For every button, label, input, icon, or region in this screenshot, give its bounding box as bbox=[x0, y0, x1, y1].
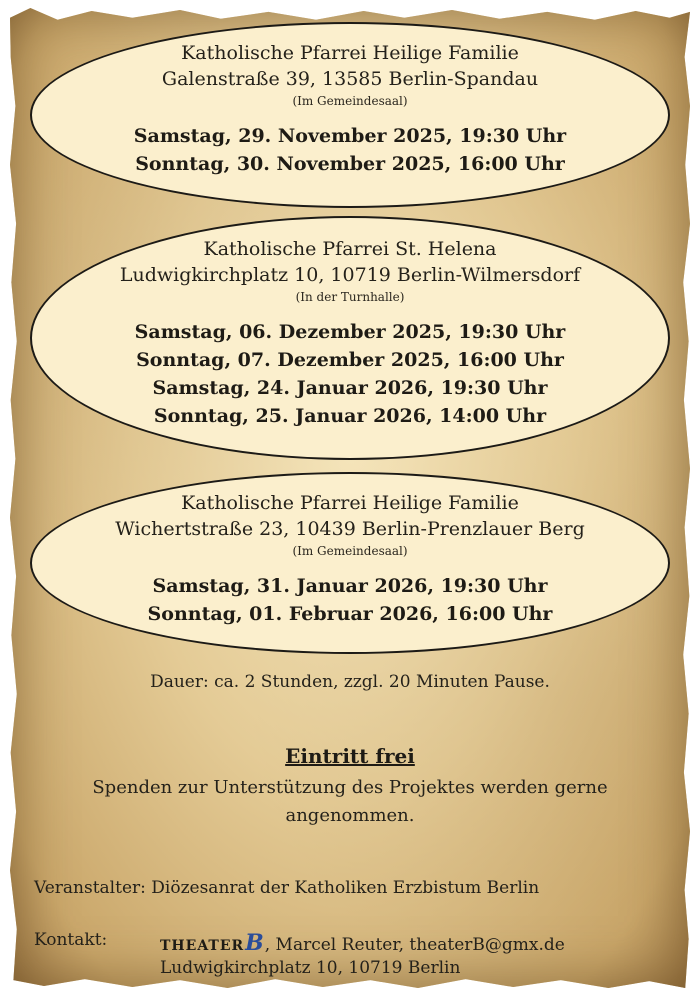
donation-line: angenommen. bbox=[285, 805, 415, 826]
event-date: Sonntag, 25. Januar 2026, 14:00 Uhr bbox=[153, 405, 547, 427]
logo-b-letter: B bbox=[245, 930, 265, 956]
logo-text: THEATER bbox=[160, 938, 245, 954]
free-entry-heading: Eintritt frei bbox=[285, 744, 415, 768]
contact-label: Kontakt: bbox=[34, 930, 108, 950]
donation-text bbox=[70, 774, 630, 830]
event-card-prenzlauer-berg bbox=[30, 472, 670, 654]
event-date: Samstag, 24. Januar 2026, 19:30 Uhr bbox=[152, 377, 548, 399]
event-card-wilmersdorf bbox=[30, 216, 670, 460]
contact-person-email: , Marcel Reuter, theaterB@gmx.de bbox=[264, 935, 565, 955]
event-date: Sonntag, 07. Dezember 2025, 16:00 Uhr bbox=[136, 349, 564, 371]
event-date: Samstag, 06. Dezember 2025, 19:30 Uhr bbox=[134, 321, 566, 343]
venue-address: Galenstraße 39, 13585 Berlin-Spandau bbox=[161, 68, 539, 90]
contact-details bbox=[160, 930, 565, 956]
theater-b-logo bbox=[160, 930, 265, 956]
donation-line: Spenden zur Unterstützung des Projektes werden gerne bbox=[92, 777, 608, 798]
duration-text: Dauer: ca. 2 Stunden, zzgl. 20 Minuten Pause. bbox=[150, 672, 550, 692]
venue-address: Wichertstraße 23, 10439 Berlin-Prenzlauer Berg bbox=[115, 518, 585, 540]
venue-note: (In der Turnhalle) bbox=[295, 290, 405, 304]
event-card-spandau bbox=[30, 22, 670, 208]
event-date: Sonntag, 01. Februar 2026, 16:00 Uhr bbox=[147, 603, 553, 625]
organizer-text: Veranstalter: Diözesanrat der Katholiken Erzbistum Berlin bbox=[34, 878, 540, 898]
event-date: Samstag, 31. Januar 2026, 19:30 Uhr bbox=[152, 575, 548, 597]
venue-note: (Im Gemeindesaal) bbox=[292, 544, 408, 558]
venue-name: Katholische Pfarrei St. Helena bbox=[203, 238, 497, 260]
venue-address: Ludwigkirchplatz 10, 10719 Berlin-Wilmersdorf bbox=[119, 264, 581, 286]
venue-note: (Im Gemeindesaal) bbox=[292, 94, 408, 108]
venue-name: Katholische Pfarrei Heilige Familie bbox=[181, 42, 519, 64]
event-date: Sonntag, 30. November 2025, 16:00 Uhr bbox=[135, 153, 565, 175]
venue-name: Katholische Pfarrei Heilige Familie bbox=[181, 492, 519, 514]
event-date: Samstag, 29. November 2025, 19:30 Uhr bbox=[133, 125, 567, 147]
contact-address: Ludwigkirchplatz 10, 10719 Berlin bbox=[160, 958, 461, 978]
